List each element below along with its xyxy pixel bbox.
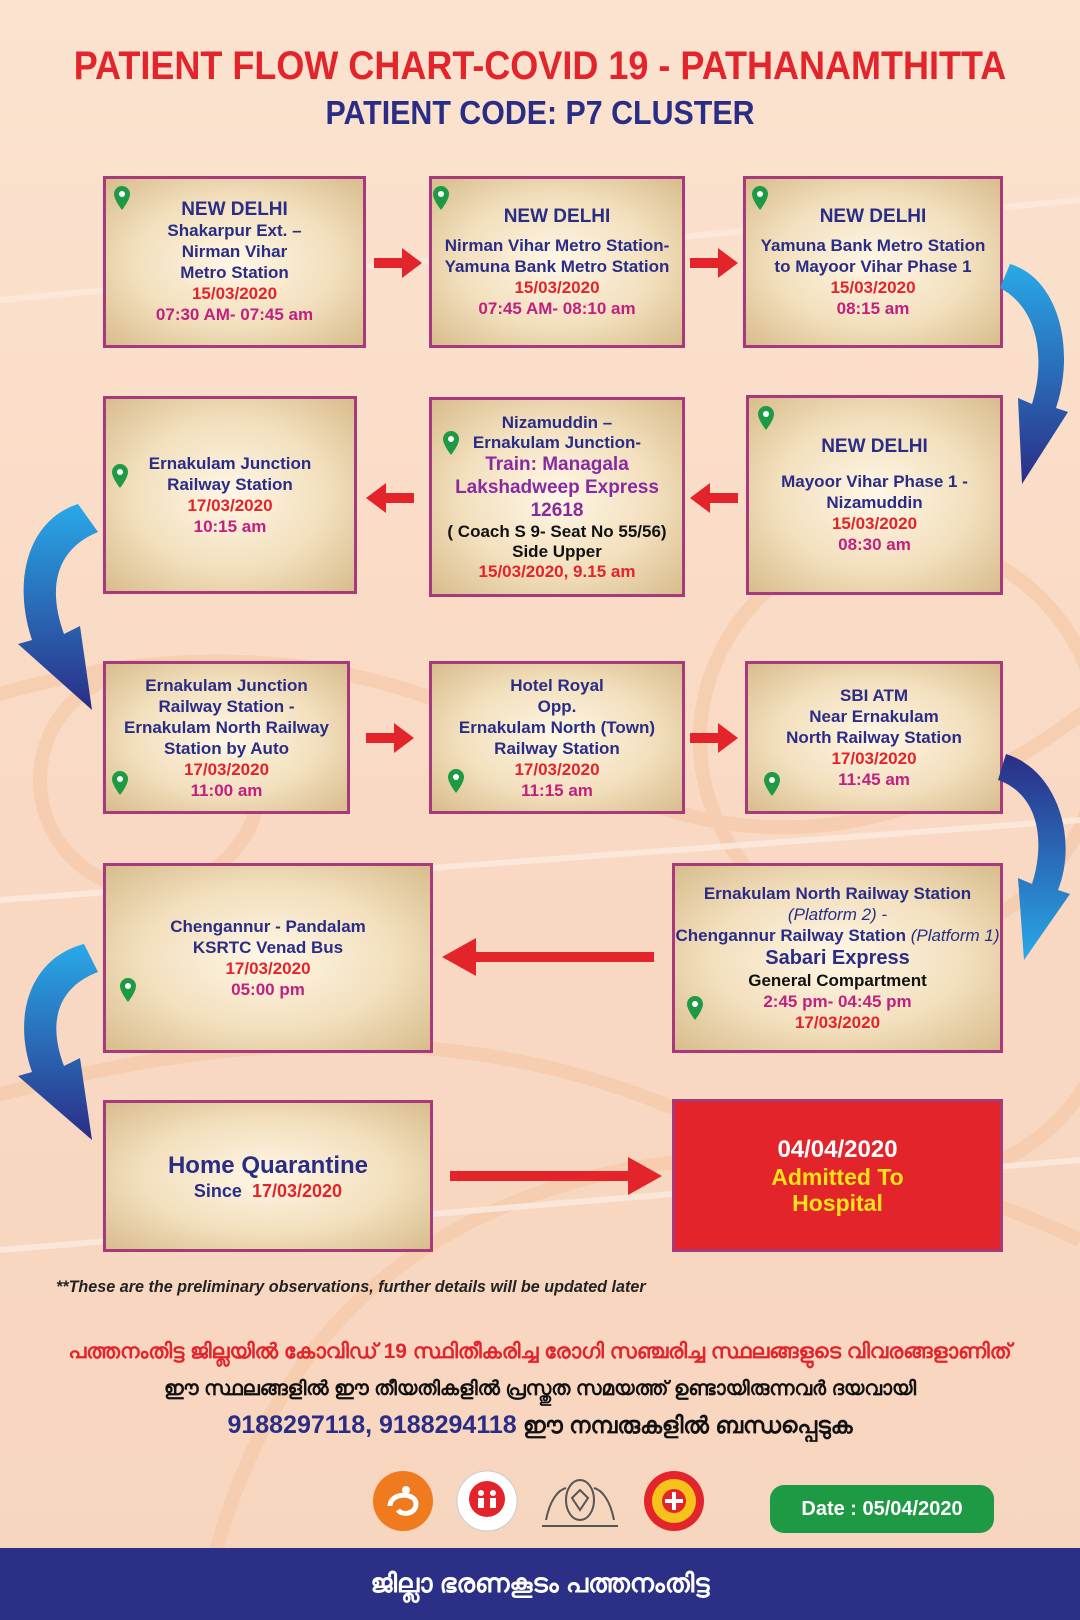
box-time: 11:00 am — [190, 780, 263, 800]
coach-seat: ( Coach S 9- Seat No 55/56) — [447, 521, 667, 541]
box-date: 17/03/2020 — [183, 759, 270, 779]
box-route: Nirman Vihar Metro Station- — [444, 235, 670, 255]
box-place: NEW DELHI — [819, 205, 927, 227]
box-route: Chengannur Railway Station — [675, 926, 906, 945]
box-route: Ernakulam Junction — [148, 454, 312, 473]
curved-arrow-icon — [998, 258, 1078, 498]
flow-box-2 — [429, 176, 685, 348]
patient-code: PATIENT CODE: P7 CLUSTER — [325, 94, 755, 131]
box-date: 15/03/2020, 9.15 am — [478, 561, 636, 581]
flow-box-6 — [103, 396, 357, 594]
flow-box-8 — [429, 661, 685, 814]
box-place: NEW DELHI — [181, 199, 288, 220]
location-pin-icon — [120, 978, 136, 1002]
arrow-left-icon — [442, 935, 654, 979]
location-pin-icon — [758, 406, 774, 430]
box-route: Hotel Royal — [510, 675, 604, 695]
location-pin-icon — [433, 186, 449, 210]
national-health-mission-logo-icon — [456, 1470, 518, 1532]
malayalam-line-3: ഈ നമ്പരുകളിൽ ബന്ധപ്പെടുക — [523, 1412, 853, 1438]
flow-box-9 — [745, 661, 1003, 814]
location-pin-icon — [112, 771, 128, 795]
location-pin-icon — [752, 186, 768, 210]
box-route: Shakarpur Ext. – — [167, 221, 302, 240]
box-time: 08:15 am — [836, 298, 910, 318]
health-services-logo-icon — [643, 1470, 705, 1532]
box-route: North Railway Station — [786, 728, 962, 747]
malayalam-line-1: പത്തനംതിട്ട ജില്ലയിൽ കോവിഡ് 19 സ്ഥിതീകരിച്ച രോഗി സഞ്ചരിച്ച സ്ഥലങ്ങളുടെ വിവരങ്ങളാണിത് — [68, 1340, 1012, 1363]
box-date: 17/03/2020 — [225, 959, 311, 978]
platform: (Platform 2) - — [787, 905, 888, 924]
quarantine-label: Home Quarantine — [167, 1151, 369, 1179]
page-title: PATIENT FLOW CHART-COVID 19 - PATHANAMTHITTA — [73, 44, 1007, 88]
box-route: Chengannur - Pandalam — [170, 917, 366, 936]
box-route: Ernakulam North Railway Station — [703, 884, 972, 903]
box-route: Yamuna Bank Metro Station — [760, 235, 986, 255]
flow-box-7 — [103, 661, 350, 814]
box-time: 11:45 am — [838, 770, 910, 789]
box-route: Ernakulam Junction — [145, 675, 308, 695]
curved-arrow-icon — [8, 940, 98, 1160]
box-date: 17/03/2020 — [794, 1013, 881, 1032]
box-route: Near Ernakulam — [809, 707, 939, 726]
box-date: 15/03/2020 — [830, 277, 916, 297]
box-route: Nirman Vihar — [181, 242, 288, 261]
disclaimer-note: **These are the preliminary observations, further details will be updated later — [56, 1277, 646, 1296]
location-pin-icon — [687, 996, 703, 1020]
location-pin-icon — [112, 464, 128, 488]
box-route: to Mayoor Vihar Phase 1 — [774, 256, 972, 276]
flow-box-10 — [672, 863, 1003, 1053]
flow-box-3 — [743, 176, 1003, 348]
flow-box-11 — [103, 863, 433, 1053]
since-label: Since — [193, 1180, 242, 1201]
box-route: Yamuna Bank Metro Station — [444, 256, 670, 276]
box-route: Mayoor Vihar Phase 1 - — [781, 471, 968, 491]
footer-banner: ജില്ലാ ഭരണകൂടം പത്തനംതിട്ട — [0, 1548, 1080, 1620]
box-time: 05:00 pm — [231, 980, 305, 999]
curved-arrow-icon — [8, 500, 98, 730]
box-time: 08:30 am — [838, 534, 911, 554]
box-route: Ernakulam North Railway — [123, 717, 329, 737]
box-route: Nizamuddin — [826, 492, 923, 512]
box-route: Opp. — [537, 696, 577, 716]
flow-box-1 — [103, 176, 366, 348]
contact-line — [0, 1411, 1080, 1440]
location-pin-icon — [448, 769, 464, 793]
arrow-left-icon — [366, 480, 414, 516]
train-name: Train: Managala — [485, 453, 629, 475]
location-pin-icon — [114, 186, 130, 210]
train-number: 12618 — [530, 499, 584, 521]
train-name: Sabari Express — [765, 947, 910, 969]
flow-box-4 — [746, 395, 1003, 595]
flow-box-5 — [429, 397, 685, 597]
box-route: SBI ATM — [840, 686, 908, 705]
kerala-emblem-logo-icon — [536, 1470, 624, 1532]
box-date: 15/03/2020 — [514, 277, 600, 297]
box-date: 17/03/2020 — [251, 1180, 343, 1201]
arrow-right-icon — [690, 720, 738, 756]
box-route: Nizamuddin – — [501, 412, 613, 432]
box-place: NEW DELHI — [821, 435, 928, 457]
box-route: Station by Auto — [164, 738, 289, 758]
flow-box-admitted — [672, 1099, 1003, 1252]
date-badge: Date : 05/04/2020 — [770, 1485, 994, 1533]
box-time: 2:45 pm- 04:45 pm — [763, 992, 912, 1011]
platform: (Platform 1) — [910, 926, 1000, 945]
location-pin-icon — [443, 431, 459, 455]
box-route: KSRTC Venad Bus — [192, 938, 344, 957]
box-date: 17/03/2020 — [831, 749, 917, 768]
admitted-label: Hospital — [792, 1189, 883, 1216]
location-pin-icon — [764, 772, 780, 796]
arrow-right-icon — [374, 245, 422, 281]
arrow-right-icon — [450, 1154, 662, 1198]
arrow-right-icon — [366, 720, 414, 756]
box-time: 07:30 AM- 07:45 am — [155, 305, 314, 324]
admitted-label: Admitted To — [771, 1163, 904, 1190]
berth: Side Upper — [512, 541, 602, 561]
box-route: Metro Station — [180, 263, 289, 282]
box-date: 17/03/2020 — [187, 496, 273, 515]
arrow-right-icon — [690, 245, 738, 281]
box-date: 15/03/2020 — [191, 284, 278, 303]
malayalam-line-2: ഈ സ്ഥലങ്ങളിൽ ഈ തീയതികളിൽ പ്രസ്തുത സമയത്ത് ഉണ്ടായിരുന്നവർ ദയവായി — [163, 1378, 917, 1400]
box-place: NEW DELHI — [503, 205, 611, 227]
box-time: 10:15 am — [193, 517, 267, 536]
box-date: 15/03/2020 — [831, 513, 918, 533]
box-route: Railway Station — [167, 475, 293, 494]
arrow-left-icon — [690, 480, 738, 516]
box-route: Railway Station - — [158, 696, 295, 716]
admitted-date: 04/04/2020 — [777, 1135, 898, 1163]
box-time: 07:45 AM- 08:10 am — [478, 298, 636, 318]
box-route: Railway Station — [494, 738, 620, 758]
box-date: 17/03/2020 — [514, 759, 600, 779]
box-route: Ernakulam Junction- — [472, 432, 642, 452]
arogya-keralam-logo-icon — [372, 1470, 434, 1532]
box-time: 11:15 am — [521, 780, 593, 800]
train-name: Lakshadweep Express — [455, 476, 659, 498]
curved-arrow-icon — [998, 750, 1078, 970]
flow-box-home-quarantine — [103, 1100, 433, 1252]
box-route: Ernakulam North (Town) — [458, 717, 656, 737]
compartment: General Compartment — [748, 971, 927, 990]
phone-numbers: 9188297118, 9188294118 — [227, 1411, 517, 1439]
